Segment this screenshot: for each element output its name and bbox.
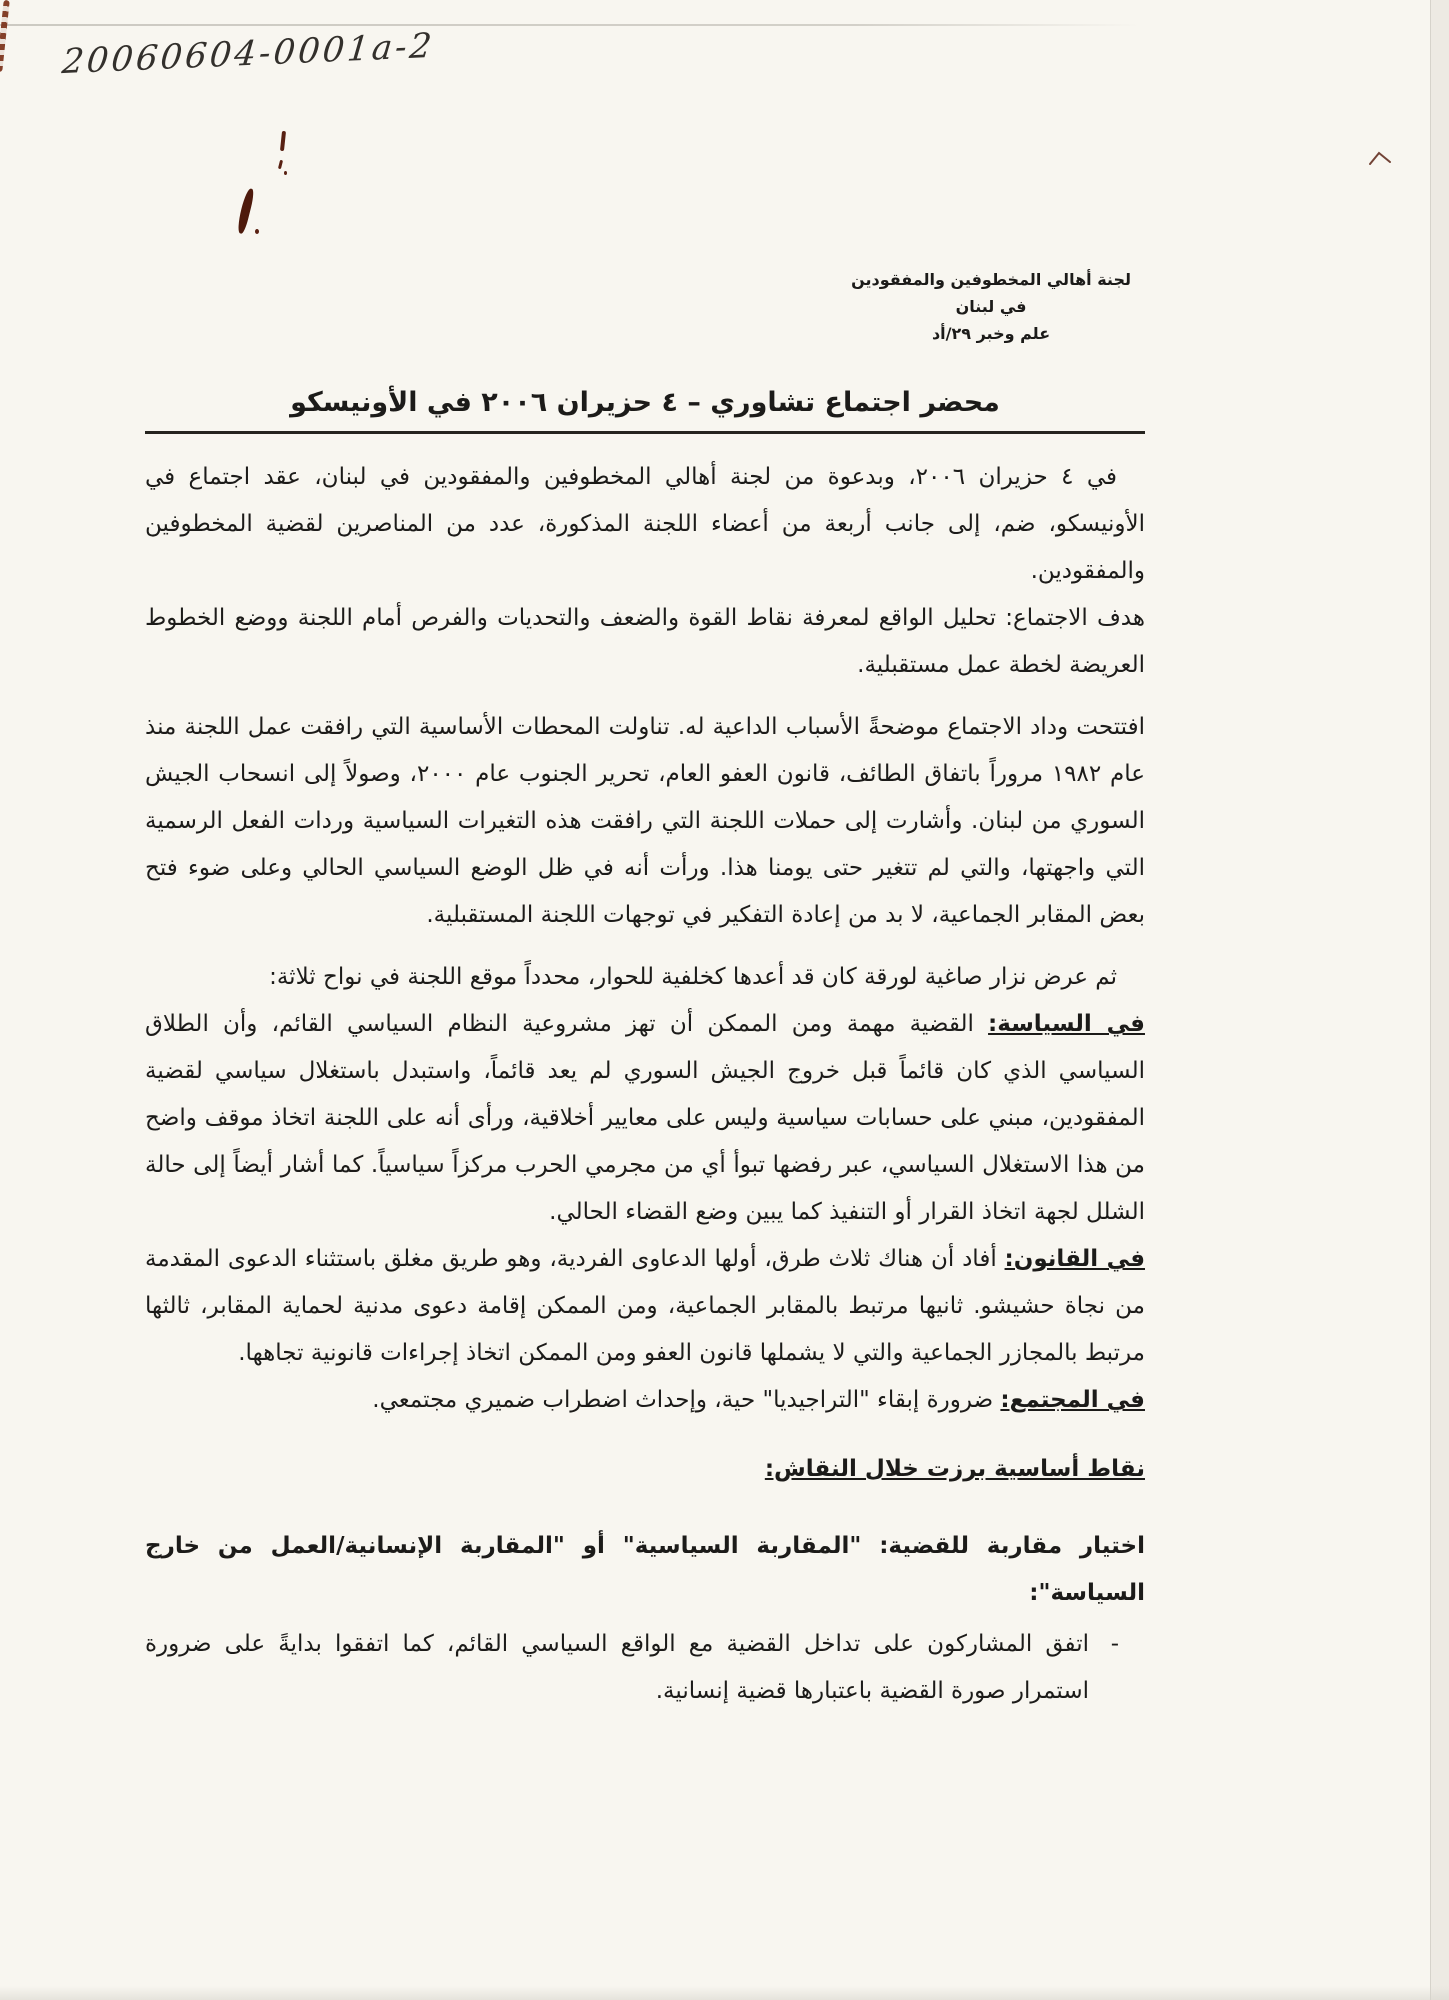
section-law-lead: في القانون: — [1004, 1246, 1145, 1272]
paragraph-meeting-goal: هدف الاجتماع: تحليل الواقع لمعرفة نقاط القوة والضعف والتحديات والفرص أمام اللجنة ووضع الخطوط العريضة لخطة عمل مستقبلية. — [145, 605, 1145, 678]
section-politics-lead: في السياسة: — [988, 1011, 1145, 1037]
document-title: محضر اجتماع تشاوري – ٤ حزيران ٢٠٠٦ في الأونيسكو — [290, 387, 1000, 418]
section-law-text: أفاد أن هناك ثلاث طرق، أولها الدعاوى الفردية، وهو طريق مغلق باستثناء الدعوى المقدمة من نجاة حشيشو. ثانيها مرتبط بالمقابر الجماعية، ومن الممكن إقامة دعوى مدنية لحماية المقابر، ثالثها مرتبط بالمجازر الجماعية والتي لا يشملها قانون العفو ومن الممكن اتخاذ إجراءات قانونية تجاهها. — [145, 1246, 1145, 1366]
document-body — [145, 454, 1145, 1715]
letterhead-organization: لجنة أهالي المخطوفين والمفقودين — [851, 270, 1131, 289]
list-item-text: اتفق المشاركون على تداخل القضية مع الواقع السياسي القائم، كما اتفقوا بدايةً على ضرورة استمرار صورة القضية باعتبارها قضية إنسانية. — [145, 1631, 1089, 1704]
paragraph-opening-remarks: افتتحت وداد الاجتماع موضحةً الأسباب الداعية له. تناولت المحطات الأساسية التي رافقت عمل اللجنة منذ عام ١٩٨٢ مروراً باتفاق الطائف، قانون العفو العام، تحرير الجنوب عام ٢٠٠٠، وصولاً إلى انسحاب الجيش السوري من لبنان. وأشارت إلى حملات اللجنة التي رافقت هذه التغيرات السياسية وردات الفعل الرسمية التي واجهتها، والتي لم تتغير حتى يومنا هذا. ورأت أنه في ظل الوضع السياسي الحالي وعلى ضوء فتح بعض المقابر الجماعية، لا بد من إعادة التفكير في توجهات اللجنة المستقبلية. — [145, 714, 1145, 928]
section-politics-text: القضية مهمة ومن الممكن أن تهز مشروعية النظام السياسي القائم، وأن الطلاق السياسي الذي كان قائماً قبل خروج الجيش السوري لم يعد قائماً، واستبدل باستغلال سياسي لقضية المفقودين، مبني على حسابات سياسية وليس على معايير أخلاقية، ورأى أنه على اللجنة اتخاذ موقف واضح من هذا الاستغلال السياسي، عبر رفضها تبوأ أي من مجرمي الحرب مركزاً سياسياً. كما أشار أيضاً إلى حالة الشلل لجهة اتخاذ القرار أو التنفيذ كما يبين وضع القضاء الحالي. — [145, 1011, 1145, 1225]
list-item — [145, 1621, 1145, 1715]
approach-heading: اختيار مقاربة للقضية: "المقاربة السياسية" أو "المقاربة الإنسانية/العمل من خارج السياسة": — [145, 1533, 1145, 1606]
bullet-dash: - — [1110, 1631, 1119, 1657]
section-politics — [145, 1001, 1145, 1236]
section-society-lead: في المجتمع: — [1000, 1387, 1145, 1413]
ink-arrow-mark — [1368, 150, 1392, 166]
letterhead — [851, 266, 1131, 347]
section-law — [145, 1236, 1145, 1377]
paragraph-paper-presentation — [145, 954, 1145, 1001]
title-underline-rule — [145, 431, 1145, 434]
discussion-heading: نقاط أساسية برزت خلال النقاش: — [764, 1456, 1145, 1482]
paragraph-paper-presentation-text: ثم عرض نزار صاغية لورقة كان قد أعدها كخلفية للحوار، محدداً موقع اللجنة في نواح ثلاثة: — [269, 964, 1117, 990]
paragraph-meeting-intro: في ٤ حزيران ٢٠٠٦، وبدعوة من لجنة أهالي المخطوفين والمفقودين في لبنان، عقد اجتماع في الأونيسكو، ضم، إلى جانب أربعة من أعضاء اللجنة المذكورة، عدد من المناصرين لقضية المخطوفين والمفقودين. — [145, 464, 1145, 584]
letterhead-registration: علم وخبر ٢٩/أد — [931, 324, 1051, 343]
handwritten-reference-number: 20060604-0001a-2 — [60, 25, 437, 83]
document-content — [145, 0, 1145, 2000]
letterhead-country: في لبنان — [955, 297, 1027, 316]
section-society-text: ضرورة إبقاء "التراجيديا" حية، وإحداث اضطراب ضميري مجتمعي. — [372, 1387, 1001, 1413]
ink-streak — [0, 0, 10, 72]
paper-right-edge — [1430, 0, 1449, 2000]
section-society — [145, 1377, 1145, 1424]
